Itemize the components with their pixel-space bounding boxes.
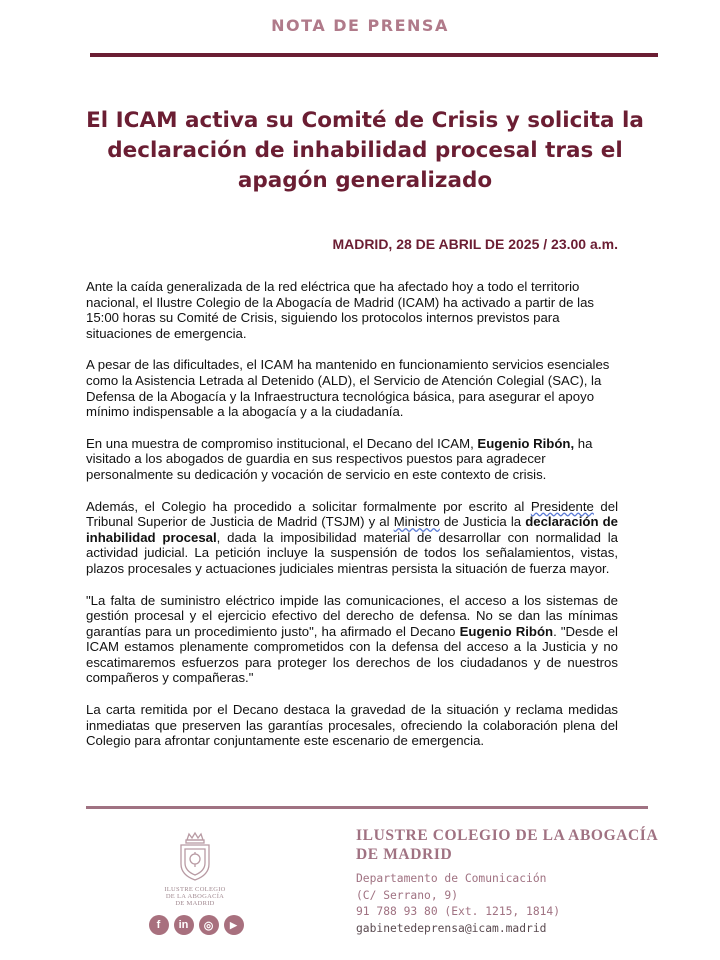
linkedin-icon[interactable]: in (174, 915, 194, 935)
paragraph-6: La carta remitida por el Decano destaca la gravedad de la situación y reclama medidas inmediatas que preserven las garantías procesales, ofreciendo la colaboración plena del Colegio para afrontar conjuntamente este escenario de emergencia. (86, 702, 618, 749)
p3-text-b: ha visitado a los abogados de guardia en sus respectivos puestos para agradecer personalmente su dedicación y vocación de servicio en este contexto de crisis. (86, 435, 593, 482)
p4-text-c: de Justicia la (439, 514, 526, 530)
footer-divider (86, 806, 648, 809)
youtube-icon[interactable]: ▶ (224, 915, 244, 935)
header-divider (90, 53, 658, 57)
organization-name: ILUSTRE COLEGIO DE LA ABOGACÍA DE MADRID (356, 827, 658, 863)
address: (C/ Serrano, 9) (356, 888, 459, 902)
social-links (146, 915, 246, 935)
contact-block (356, 871, 686, 937)
press-release-label: NOTA DE PRENSA (271, 16, 449, 35)
crest-icon (173, 830, 217, 882)
dateline: MADRID, 28 DE ABRIL DE 2025 / 23.00 a.m. (332, 236, 618, 252)
department: Departamento de Comunicación (356, 872, 547, 885)
headline: El ICAM activa su Comité de Crisis y solicita la declaración de inhabilidad procesal tras el apagón generalizado (86, 108, 644, 193)
ministro-word: Ministro (393, 514, 440, 530)
presidente-word: Presidente (530, 498, 594, 514)
phone: 91 788 93 80 (Ext. 1215, 1814) (356, 905, 561, 918)
instagram-icon[interactable]: ◎ (199, 915, 219, 935)
inhabilidad-phrase: declaración de inhabilidad procesal (86, 514, 618, 545)
article-body (86, 279, 618, 765)
dean-name: Eugenio Ribón, (477, 435, 575, 451)
paragraph-4 (86, 499, 618, 577)
dean-name-quote: Eugenio Ribón (459, 623, 554, 639)
p3-text-a: En una muestra de compromiso institucional, el Decano del ICAM, (86, 435, 478, 451)
p5-text-b: . "Desde el ICAM estamos plenamente comprometidos con la defensa del acceso a la Justicia y no escatimaremos esfuerzos para proteger los derechos de los ciudadanos y de nuestros compañeros y compañeras." (86, 623, 618, 686)
p4-text-d: , dada la imposibilidad material de desarrollar con normalidad la actividad judicial. La petición incluye la suspensión de todos los señalamientos, vistas, plazos procesales y actuaciones judiciales mientras persista la situación de fuerza mayor. (86, 529, 618, 576)
logo-caption-line-2: DE LA ABOGACÍA (165, 893, 225, 900)
paragraph-3 (86, 436, 618, 483)
email-link[interactable]: gabinetedeprensa@icam.madrid (356, 921, 547, 935)
logo-caption-line-1: ILUSTRE COLEGIO (164, 886, 226, 893)
logo-caption (150, 886, 240, 907)
paragraph-1: Ante la caída generalizada de la red eléctrica que ha afectado hoy a todo el territorio nacional, el Ilustre Colegio de la Abogacía de Madrid (ICAM) ha activado a partir de las 15:00 horas su Comité de Crisis, siguiendo los protocolos internos previstos para situaciones de emergencia. (86, 279, 594, 341)
p4-text-a: Además, el Colegio ha procedido a solicitar formalmente por escrito al (86, 498, 531, 514)
paragraph-2: A pesar de las dificultades, el ICAM ha mantenido en funcionamiento servicios esenciales como la Asistencia Letrada al Detenido (ALD), el Servicio de Atención Colegial (SAC), la Defensa de la Abogacía y la Infraestructura tecnológica básica, para asegurar el apoyo mínimo indispensable a la abogacía y a la ciudadanía. (86, 357, 610, 420)
facebook-icon[interactable]: f (149, 915, 169, 935)
p5-text-a: "La falta de suministro eléctrico impide las comunicaciones, el acceso a los sistemas de gestión procesal y el ejercicio efectivo del derecho de defensa. No se dan las mínimas garantías para un procedimiento justo", ha afirmado el Decano (86, 592, 618, 639)
p4-text-b: del Tribunal Superior de Justicia de Madrid (TSJM) y al (86, 498, 618, 530)
paragraph-5 (86, 593, 618, 687)
logo-caption-line-3: DE MADRID (175, 900, 215, 907)
icam-logo (150, 830, 240, 907)
